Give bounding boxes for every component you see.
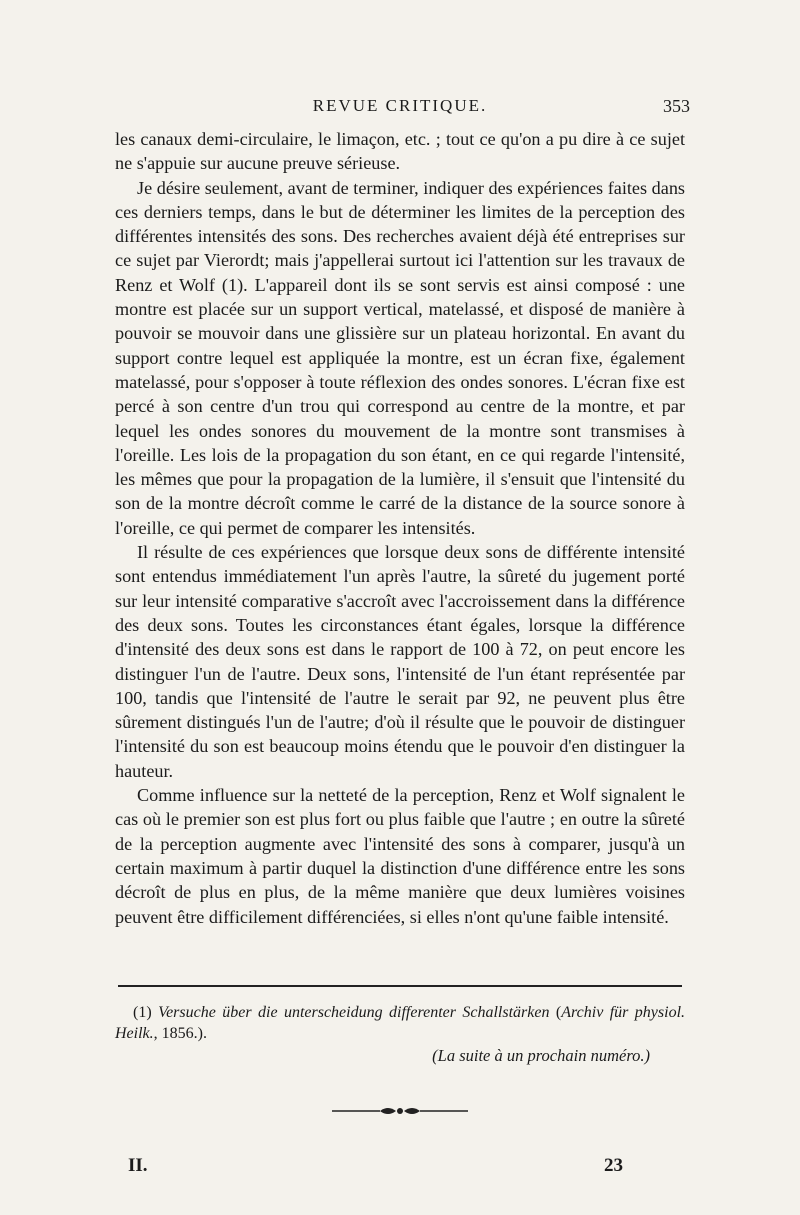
paragraph: Il résulte de ces expériences que lorsque deux sons de différente intensité sont entendus immédiatement l'un après l'autre, la sûreté du jugement porté sur leur intensité comparative s'accroît avec l'accroissement dans la différence des deux sons. Toutes les circonstances étant égales, lorsque la différence d'intensité des deux sons est dans le rapport de 100 à 72, on peut encore les distinguer l'un de l'autre. Deux sons, l'intensité de l'un étant représentée par 100, tandis que l'intensité de l'autre le serait par 92, ne peuvent plus être sûrement distingués l'un de l'autre; d'où il résulte que le pouvoir de distinguer l'intensité du son est beaucoup moins étendu que le pouvoir d'en distinguer la hauteur. <box>115 542 685 781</box>
body-text <box>115 127 685 929</box>
footnote-open-paren: ( <box>555 1004 562 1021</box>
footnote-journal: Archiv für physiol. Heilk. <box>115 1004 686 1042</box>
footnote <box>115 1002 685 1044</box>
page-header <box>110 96 690 120</box>
signature-mark-left: II. <box>128 1155 148 1176</box>
footnote-year: , 1856.). <box>153 1025 207 1042</box>
paragraph: Comme influence sur la netteté de la perception, Renz et Wolf signalent le cas où le premier son est plus fort ou plus faible que l'autre ; en outre la sûreté de la perception augmente avec l'intensité des sons à comparer, jusqu'à un certain maximum à partir duquel la distinction d'une différence entre les sons décroît de plus en plus, de la même manière que deux lumières voisines peuvent être difficilement différenciées, si elles n'ont qu'une faible intensité. <box>115 785 685 927</box>
ornament-divider <box>330 1104 470 1118</box>
paragraph: les canaux demi-circulaire, le limaçon, etc. ; tout ce qu'on a pu dire à ce sujet ne s'appuie sur aucune preuve sérieuse. <box>115 129 685 174</box>
footnote-marker: (1) <box>133 1004 152 1021</box>
running-head: REVUE CRITIQUE. <box>312 96 488 115</box>
continued-note: (La suite à un prochain numéro.) <box>432 1046 650 1065</box>
footnote-title: Versuche über die unterscheidung differenter Schallstärken <box>158 1004 550 1021</box>
paragraph: Je désire seulement, avant de terminer, indiquer des expériences faites dans ces derniers temps, dans le but de déterminer les limites de la perception des différentes intensités des sons. Des recherches avaient déjà été entreprises sur ce sujet par Vierordt; mais j'appellerai surtout ici l'attention sur les travaux de Renz et Wolf (1). L'appareil dont ils se sont servis est ainsi composé : une montre est placée sur un support vertical, matelassé, et disposé de manière à pouvoir se mouvoir dans une glissière sur un plateau horizontal. En avant du support contre lequel est appliquée la montre, est un écran fixe, également matelassé, pour s'opposer à toute réflexion des ondes sonores. L'écran fixe est percé à son centre d'un trou qui correspond au centre de la montre, et par lequel les ondes sonores du mouvement de la montre sont transmises à l'oreille. Les lois de la propagation du son étant, en ce qui regarde l'intensité, les mêmes que pour la propagation de la lumière, il s'ensuit que l'intensité du son de la montre décroît comme le carré de la distance de la source sonore à l'oreille, ce qui permet de comparer les intensités. <box>115 177 685 538</box>
signature-mark-right: 23 <box>604 1155 623 1176</box>
page-number: 353 <box>663 96 690 116</box>
footnote-rule <box>118 985 682 987</box>
